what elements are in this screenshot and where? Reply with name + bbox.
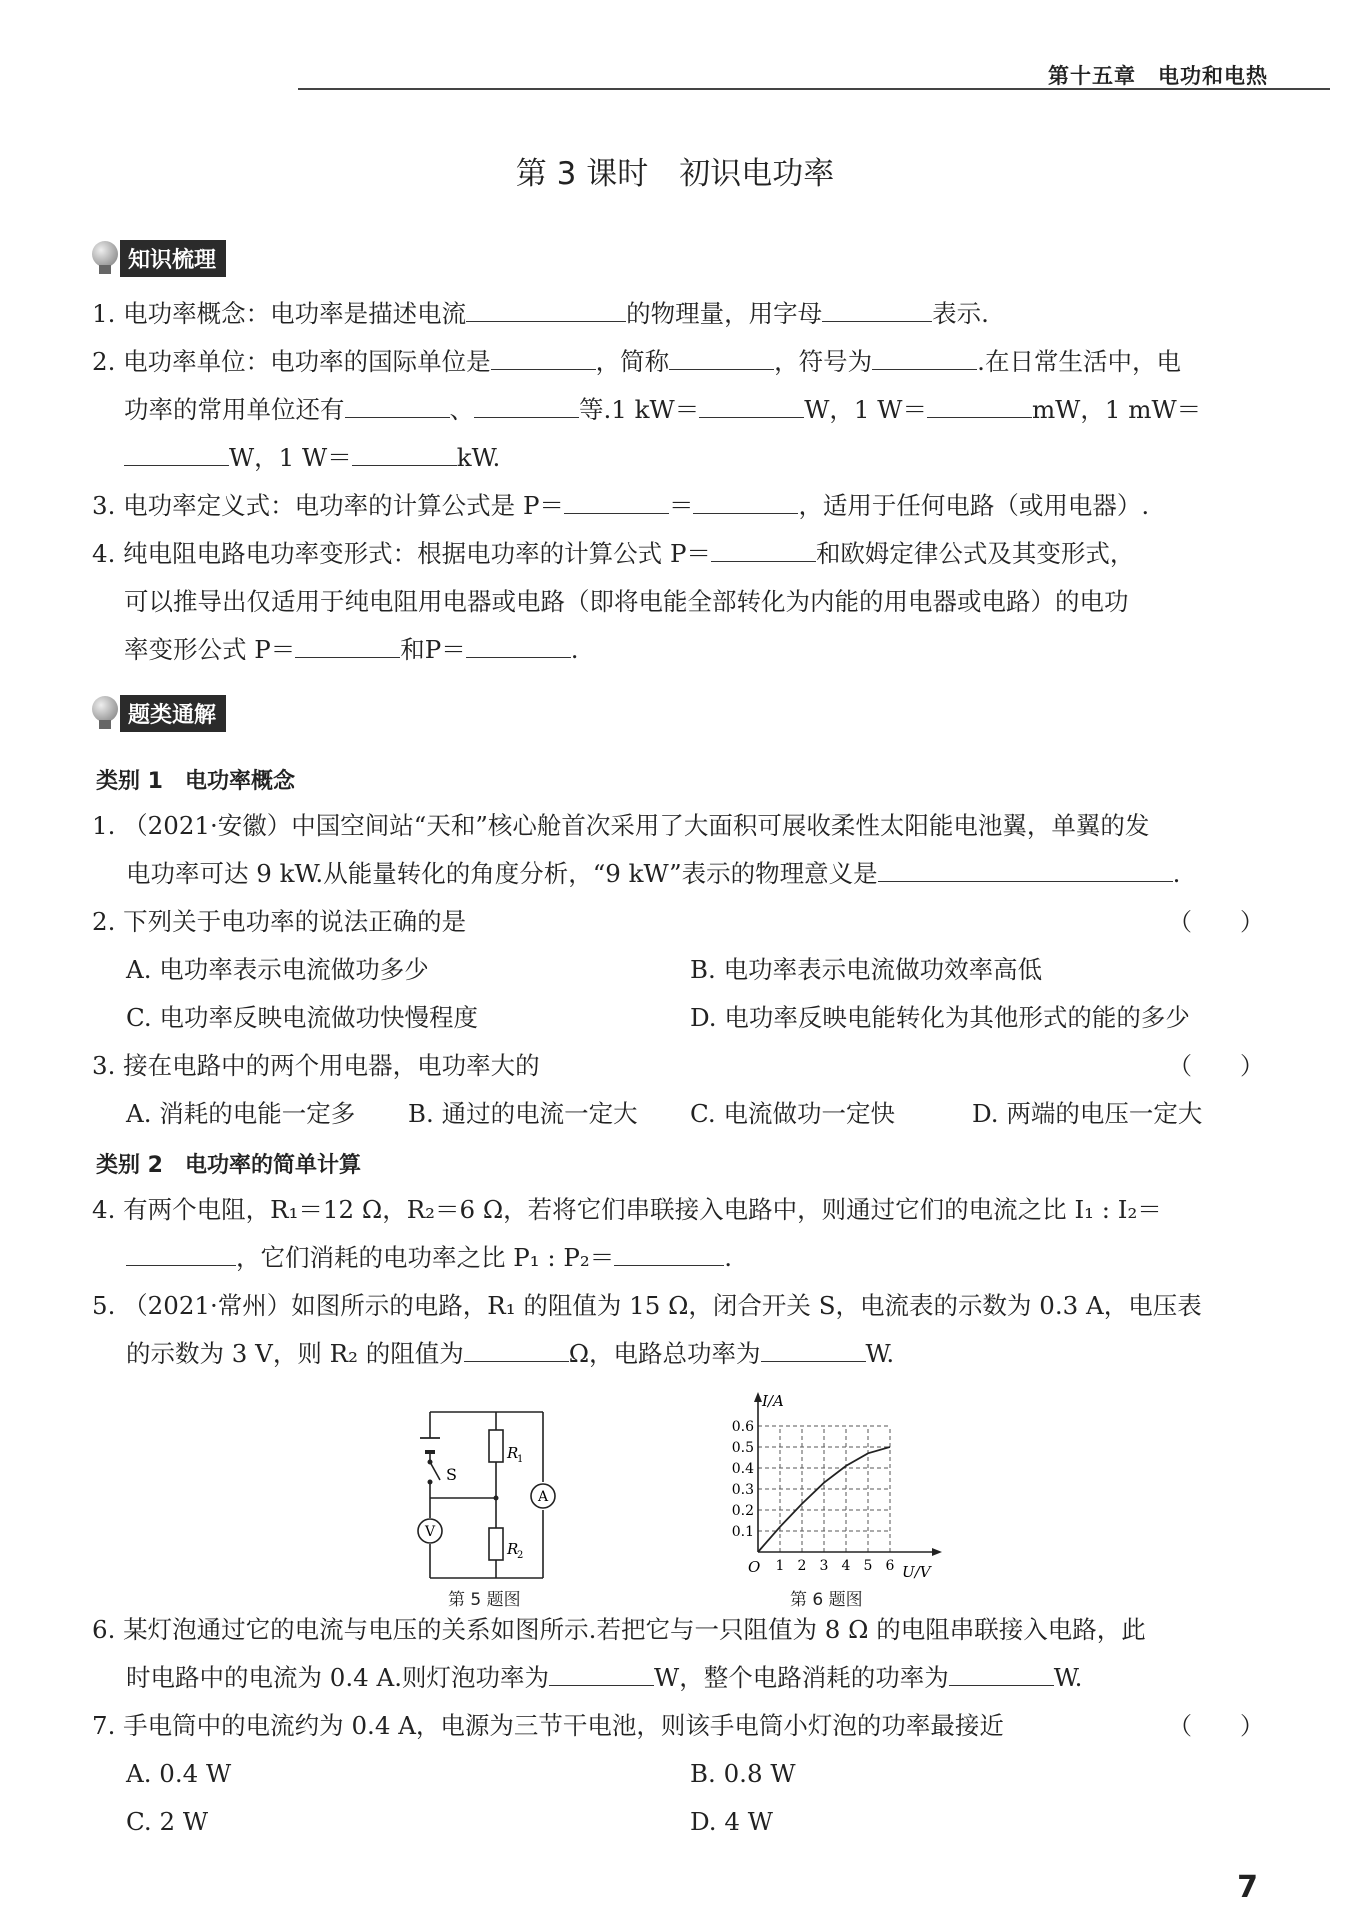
r2-label: R (507, 1540, 519, 1558)
origin-label: O (748, 1558, 761, 1576)
blank[interactable] (466, 635, 571, 658)
knowledge-line-5: 3. 电功率定义式：电功率的计算公式是 P＝ ＝ ，适用于任何电路（或用电器）. (92, 491, 1150, 520)
blank[interactable] (491, 347, 596, 370)
blank[interactable] (345, 395, 450, 418)
blank[interactable] (927, 395, 1032, 418)
x-tick-label: 2 (797, 1558, 807, 1574)
question-5-line-2: 的示数为 3 V，则 R₂ 的阻值为 Ω，电路总功率为 W. (126, 1339, 895, 1368)
category-1: 类别 1 电功率概念 (96, 769, 295, 794)
y-axis-label: I/A (762, 1392, 784, 1410)
knowledge-line-1: 1. 电功率概念：电功率是描述电流 的物理量，用字母 表示. (92, 299, 989, 328)
x-axis-label: U/V (902, 1563, 931, 1581)
figure-5-caption: 第 5 题图 (448, 1590, 521, 1610)
question-1-line-2: 电功率可达 9 kW.从能量转化的角度分析，“9 kW”表示的物理意义是 . (126, 859, 1181, 888)
answer-parentheses[interactable]: （ ） (1168, 908, 1264, 936)
question-2-option-a: A. 电功率表示电流做功多少 (126, 955, 429, 984)
knowledge-line-2: 2. 电功率单位：电功率的国际单位是 ，简称 ，符号为 .在日常生活中，电 (92, 347, 1181, 376)
blank[interactable] (669, 347, 774, 370)
question-2-option-c: C. 电功率反映电流做功快慢程度 (126, 1003, 478, 1032)
question-7-option-c: C. 2 W (126, 1807, 209, 1836)
blank[interactable] (352, 443, 457, 466)
blank[interactable] (474, 395, 579, 418)
category-2: 类别 2 电功率的简单计算 (96, 1153, 361, 1178)
question-3: 3. 接在电路中的两个用电器，电功率大的 (92, 1051, 540, 1080)
question-3-option-c: C. 电流做功一定快 (690, 1099, 895, 1128)
section-practice (92, 693, 226, 733)
y-tick-label: 0.5 (731, 1440, 754, 1456)
y-tick-label: 0.2 (731, 1503, 754, 1519)
blank[interactable] (295, 635, 400, 658)
question-2: 2. 下列关于电功率的说法正确的是 (92, 907, 467, 936)
knowledge-line-8: 率变形公式 P＝ 和P＝ . (124, 635, 579, 664)
y-tick-label: 0.6 (731, 1419, 754, 1435)
figure-6-chart (720, 1390, 950, 1585)
knowledge-line-4: W，1 W＝ kW. (124, 442, 500, 474)
header-rule (298, 88, 1330, 90)
voltmeter-label: V (424, 1524, 436, 1540)
question-2-option-d: D. 电功率反映电能转化为其他形式的能的多少 (690, 1003, 1190, 1032)
question-1-line-1: 1. （2021·安徽）中国空间站“天和”核心舱首次采用了大面积可展收柔性太阳能电池翼，单翼的发 (92, 811, 1150, 840)
question-7-option-b: B. 0.8 W (690, 1759, 796, 1788)
ammeter-label: A (537, 1489, 549, 1505)
blank[interactable] (699, 395, 804, 418)
question-5-line-1: 5. （2021·常州）如图所示的电路，R₁ 的阻值为 15 Ω，闭合开关 S，电流表的示数为 0.3 A，电压表 (92, 1291, 1202, 1320)
knowledge-line-3: 功率的常用单位还有 、 等.1 kW＝ W，1 W＝ mW，1 mW＝ (124, 395, 1202, 424)
section-label: 题类通解 (120, 695, 226, 732)
section-label: 知识梳理 (120, 240, 226, 277)
switch-label: S (446, 1465, 457, 1484)
answer-parentheses[interactable]: （ ） (1168, 1712, 1264, 1740)
question-4-line-1: 4. 有两个电阻，R₁＝12 Ω，R₂＝6 Ω，若将它们串联接入电路中，则通过它们的电流之比 I₁ : I₂＝ (92, 1195, 1162, 1224)
question-2-option-b: B. 电功率表示电流做功效率高低 (690, 955, 1043, 984)
x-tick-label: 3 (819, 1558, 829, 1574)
y-tick-label: 0.4 (731, 1461, 754, 1477)
blank[interactable] (878, 859, 1173, 882)
question-7-option-d: D. 4 W (690, 1807, 773, 1836)
x-tick-label: 6 (885, 1558, 895, 1574)
blank[interactable] (466, 299, 626, 322)
blank[interactable] (822, 299, 932, 322)
blank[interactable] (564, 491, 669, 514)
r2-subscript: 2 (517, 1550, 524, 1561)
r1-label: R (507, 1444, 519, 1462)
blank[interactable] (464, 1339, 569, 1362)
blank[interactable] (126, 1243, 236, 1266)
blank[interactable] (949, 1663, 1054, 1686)
blank[interactable] (711, 539, 816, 562)
x-tick-label: 1 (775, 1558, 785, 1574)
y-tick-label: 0.3 (731, 1482, 754, 1498)
blank[interactable] (614, 1243, 724, 1266)
lesson-title: 第 3 课时 初识电功率 (515, 156, 835, 192)
question-3-option-b: B. 通过的电流一定大 (408, 1099, 638, 1128)
question-7: 7. 手电筒中的电流约为 0.4 A，电源为三节干电池，则该手电筒小灯泡的功率最接近 (92, 1711, 1004, 1740)
knowledge-line-7: 可以推导出仅适用于纯电阻用电器或电路（即将电能全部转化为内能的用电器或电路）的电功 (124, 587, 1129, 616)
figure-6-caption: 第 6 题图 (790, 1590, 863, 1610)
figure-5-circuit (400, 1400, 560, 1580)
question-4-line-2: ，它们消耗的电功率之比 P₁ : P₂＝ . (126, 1242, 732, 1274)
r1-subscript: 1 (517, 1454, 524, 1465)
answer-parentheses[interactable]: （ ） (1168, 1052, 1264, 1080)
x-tick-label: 4 (841, 1558, 851, 1574)
blank[interactable] (124, 443, 229, 466)
question-6-line-1: 6. 某灯泡通过它的电流与电压的关系如图所示.若把它与一只阻值为 8 Ω 的电阻串联接入电路，此 (92, 1615, 1146, 1644)
chapter-header: 第十五章 电功和电热 (1048, 64, 1268, 88)
question-3-option-d: D. 两端的电压一定大 (972, 1099, 1203, 1128)
lightbulb-icon (92, 241, 118, 275)
blank[interactable] (872, 347, 977, 370)
page-number: 7 (1237, 1870, 1258, 1905)
blank[interactable] (761, 1339, 866, 1362)
question-6-line-2: 时电路中的电流为 0.4 A.则灯泡功率为 W，整个电路消耗的功率为 W. (126, 1663, 1083, 1692)
question-3-option-a: A. 消耗的电能一定多 (126, 1099, 356, 1128)
blank[interactable] (549, 1663, 654, 1686)
question-7-option-a: A. 0.4 W (126, 1759, 232, 1788)
y-tick-label: 0.1 (731, 1524, 754, 1540)
x-tick-label: 5 (863, 1558, 873, 1574)
lightbulb-icon (92, 696, 118, 730)
section-knowledge (92, 238, 226, 278)
knowledge-line-6: 4. 纯电阻电路电功率变形式：根据电功率的计算公式 P＝ 和欧姆定律公式及其变形式， (92, 539, 1135, 568)
blank[interactable] (693, 491, 798, 514)
